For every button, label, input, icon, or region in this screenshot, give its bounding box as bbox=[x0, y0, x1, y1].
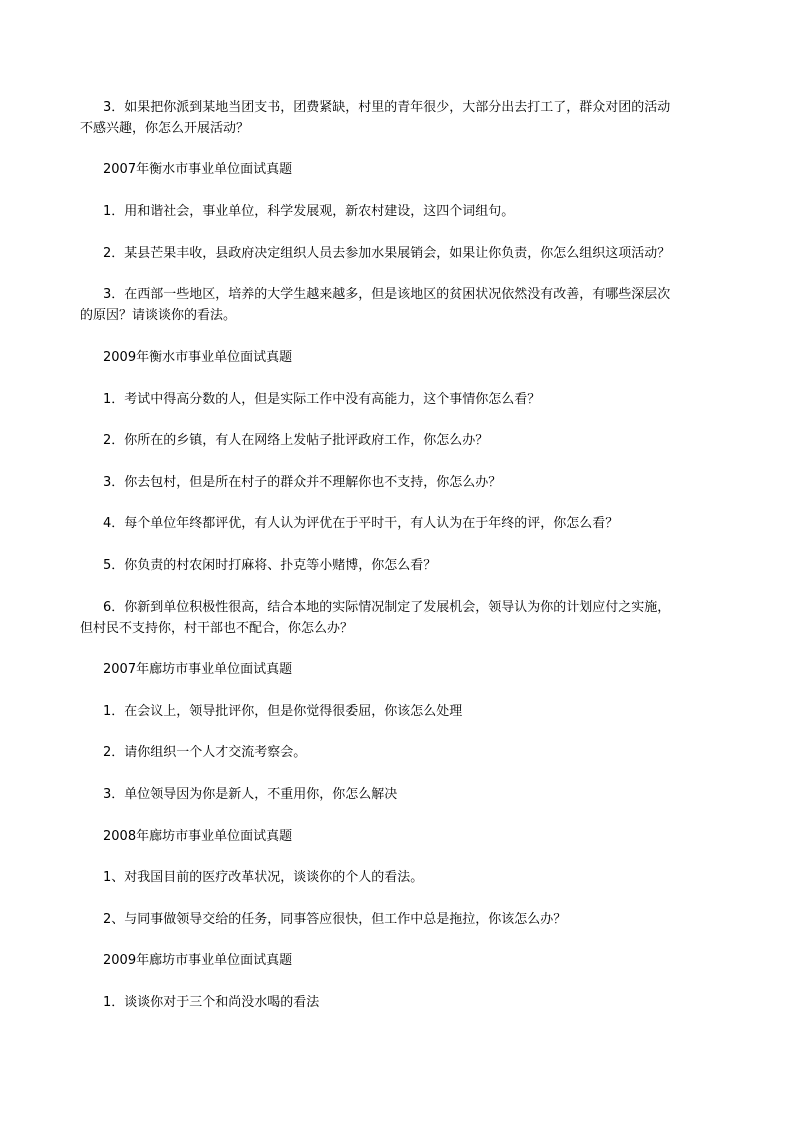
question-paragraph bbox=[103, 909, 703, 930]
question-line: 5．你负责的村农闲时打麻将、扑克等小赌博，你怎么看？ bbox=[103, 558, 437, 573]
question-paragraph bbox=[103, 389, 703, 410]
section-heading: 2009年廊坊市事业单位面试真题 bbox=[103, 953, 293, 968]
question-line-continued: 不感兴趣，你怎么开展活动？ bbox=[80, 121, 250, 136]
question-line: 2．请你组织一个人才交流考察会。 bbox=[103, 745, 307, 760]
question-line: 1．谈谈你对于三个和尚没水喝的看法 bbox=[103, 995, 320, 1010]
section-heading: 2007年衡水市事业单位面试真题 bbox=[103, 162, 293, 177]
question-line: 1、对我国目前的医疗改革状况，谈谈你的个人的看法。 bbox=[103, 870, 424, 885]
question-line: 3．你去包村，但是所在村子的群众并不理解你也不支持，你怎么办？ bbox=[103, 475, 502, 490]
question-line: 3．在西部一些地区，培养的大学生越来越多，但是该地区的贫困状况依然没有改善，有哪些深层次 bbox=[103, 287, 671, 302]
question-line-continued: 的原因？请谈谈你的看法。 bbox=[80, 308, 237, 323]
question-line: 2．你所在的乡镇，有人在网络上发帖子批评政府工作，你怎么办？ bbox=[103, 433, 489, 448]
question-paragraph bbox=[103, 867, 703, 888]
question-line: 1．在会议上，领导批评你，但是你觉得很委屈，你该怎么处理 bbox=[103, 704, 463, 719]
question-paragraph bbox=[80, 284, 703, 326]
question-paragraph bbox=[103, 992, 703, 1013]
question-line-continued: 但村民不支持你，村干部也不配合，你怎么办？ bbox=[80, 621, 354, 636]
question-paragraph bbox=[103, 243, 703, 264]
section-heading: 2008年廊坊市事业单位面试真题 bbox=[103, 829, 293, 844]
question-line: 1．考试中得高分数的人，但是实际工作中没有高能力，这个事情你怎么看？ bbox=[103, 392, 541, 407]
question-paragraph bbox=[103, 784, 703, 805]
question-paragraph bbox=[80, 597, 703, 639]
question-paragraph bbox=[103, 555, 703, 576]
question-line: 2．某县芒果丰收，县政府决定组织人员去参加水果展销会，如果让你负责，你怎么组织这项活动？ bbox=[103, 246, 671, 261]
question-line: 2、与同事做领导交给的任务，同事答应很快，但工作中总是拖拉，你该怎么办？ bbox=[103, 912, 567, 927]
question-line: 4．每个单位年终都评优，有人认为评优在于平时干，有人认为在于年终的评，你怎么看？ bbox=[103, 516, 619, 531]
question-line: 6．你新到单位积极性很高，结合本地的实际情况制定了发展机会，领导认为你的计划应付之实施， bbox=[103, 600, 671, 615]
question-paragraph bbox=[103, 472, 703, 493]
section-heading: 2009年衡水市事业单位面试真题 bbox=[103, 350, 293, 365]
question-paragraph bbox=[103, 742, 703, 763]
question-line: 3．如果把你派到某地当团支书，团费紧缺，村里的青年很少，大部分出去打工了，群众对团的活动 bbox=[103, 100, 671, 115]
question-paragraph bbox=[103, 201, 703, 222]
question-paragraph bbox=[103, 430, 703, 451]
question-paragraph bbox=[80, 97, 703, 139]
question-paragraph bbox=[103, 513, 703, 534]
question-line: 3．单位领导因为你是新人，不重用你，你怎么解决 bbox=[103, 787, 398, 802]
question-line: 1．用和谐社会，事业单位，科学发展观，新农村建设，这四个词组句。 bbox=[103, 204, 515, 219]
section-heading: 2007年廊坊市事业单位面试真题 bbox=[103, 662, 293, 677]
question-paragraph bbox=[103, 701, 703, 722]
